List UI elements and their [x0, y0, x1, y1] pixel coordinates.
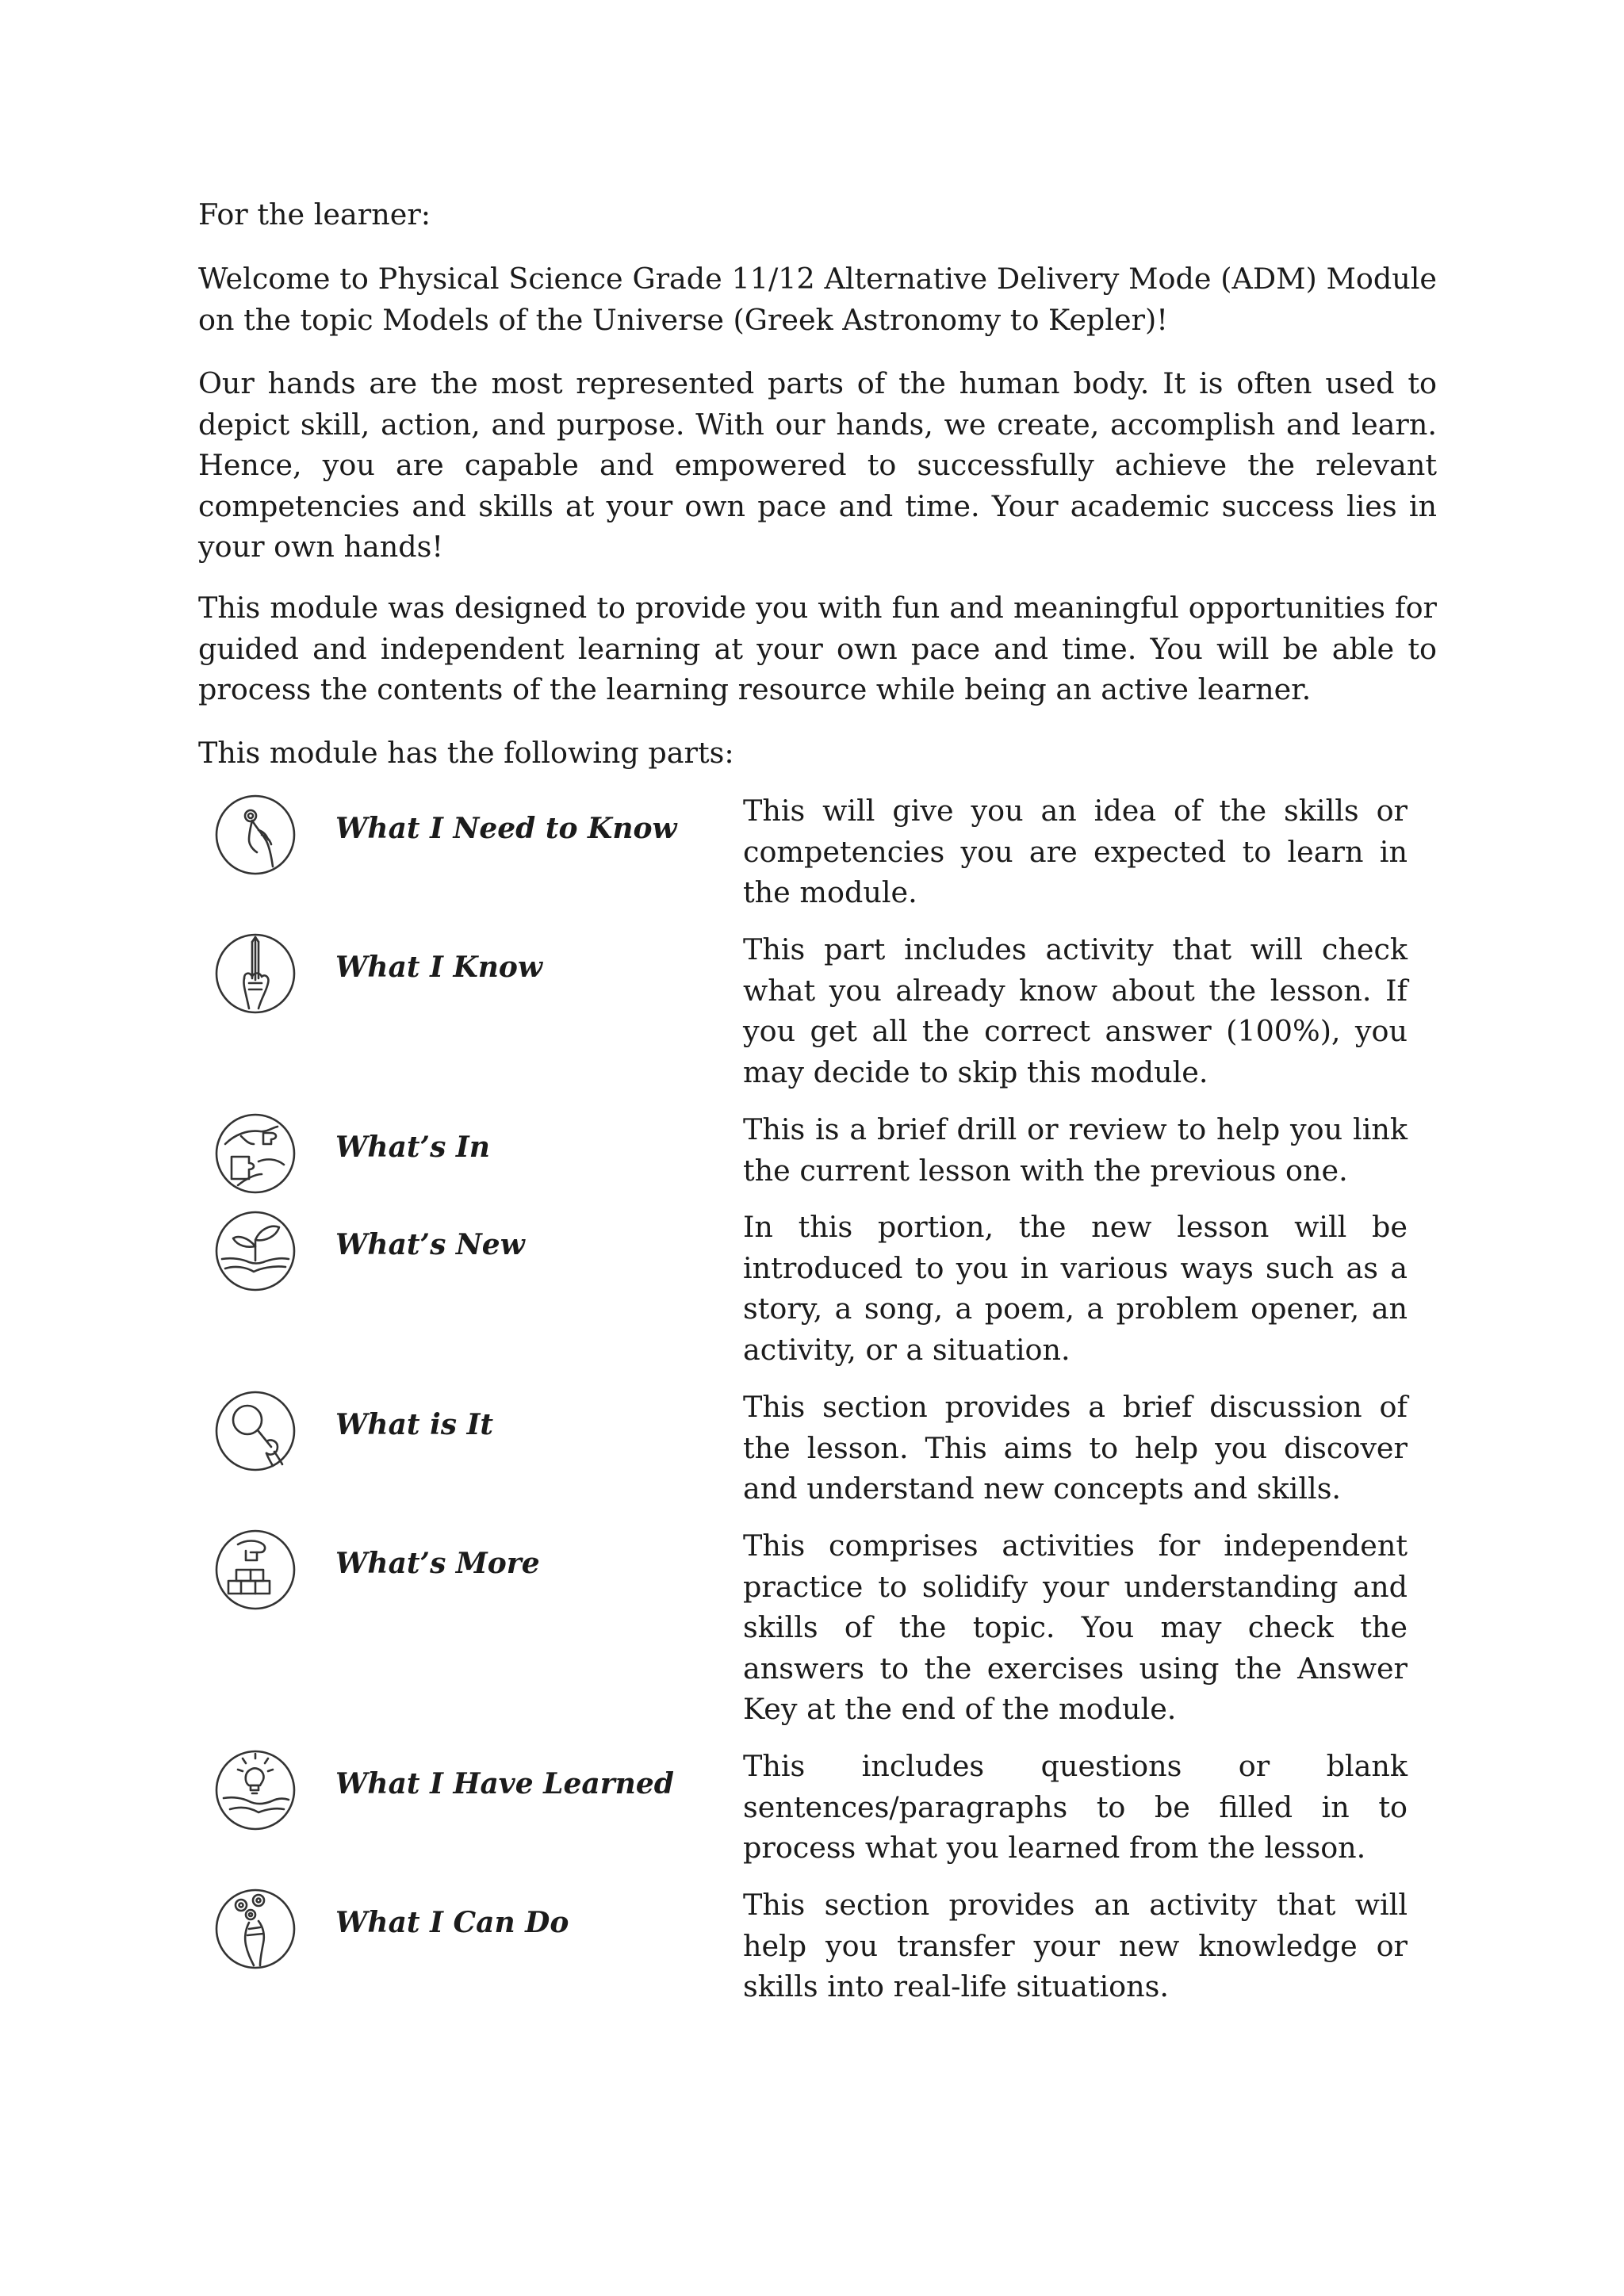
gears-hand-icon — [214, 1888, 297, 1970]
part-title: What I Can Do — [335, 1906, 569, 1939]
greeting: For the learner: — [198, 197, 431, 232]
part-description: This section provides an activity that will help you transfer your new knowledge or skills into real-life situations. — [743, 1888, 1408, 2003]
parts-heading: This module has the following parts: — [198, 736, 734, 770]
part-title: What is It — [335, 1408, 494, 1441]
part-title: What’s In — [335, 1131, 490, 1164]
puzzle-hands-icon — [214, 1112, 297, 1195]
design-paragraph: This module was designed to provide you with fun and meaningful opportunities for guided and independent learning at your own pace and time. You will be able to process the contents of the learning resource while being an active learner. — [198, 591, 1437, 706]
part-description: This is a brief drill or review to help you link the current lesson with the previous one. — [743, 1112, 1408, 1188]
part-title: What I Need to Know — [335, 812, 677, 845]
part-description: In this portion, the new lesson will be introduced to you in various ways such as a story, a song, a poem, a problem opener, an activity, or a situation. — [743, 1210, 1408, 1367]
part-description: This comprises activities for independent practice to solidify your understanding and skills of the topic. You may check the answers to the exercises using the Answer Key at the end of the module. — [743, 1529, 1408, 1726]
part-title: What I Know — [335, 951, 542, 984]
part-description: This includes questions or blank sentences/paragraphs to be filled in to process what you learned from the lesson. — [743, 1749, 1408, 1865]
magnifier-hand-icon — [214, 1390, 297, 1472]
part-title: What I Have Learned — [335, 1767, 674, 1800]
welcome-paragraph: Welcome to Physical Science Grade 11/12 Alternative Delivery Mode (ADM) Module on the topic Models of the Universe (Greek Astronomy to Kepler)! — [198, 262, 1437, 337]
sprout-hands-icon — [214, 1210, 297, 1292]
lightbulb-hand-icon — [214, 1749, 297, 1831]
part-description: This part includes activity that will check what you already know about the lesson. If you get all the correct answer (100%), you may decide to skip this module. — [743, 932, 1408, 1089]
part-title: What’s More — [335, 1547, 540, 1580]
pencil-hand-icon — [214, 932, 297, 1015]
part-description: This will give you an idea of the skills or competencies you are expected to learn in the module. — [743, 794, 1408, 909]
blocks-hand-icon — [214, 1529, 297, 1611]
touch-hand-icon — [214, 794, 297, 876]
part-title: What’s New — [335, 1228, 525, 1261]
hands-paragraph: Our hands are the most represented parts of the human body. It is often used to depict skill, action, and purpose. With our hands, we create, accomplish and learn. Hence, you are capable and empowered to successfully achieve the relevant competencies and skills at your own pace and time. Your academic success lies in your own hands! — [198, 366, 1437, 564]
part-description: This section provides a brief discussion of the lesson. This aims to help you discover and understand new concepts and skills. — [743, 1390, 1408, 1506]
